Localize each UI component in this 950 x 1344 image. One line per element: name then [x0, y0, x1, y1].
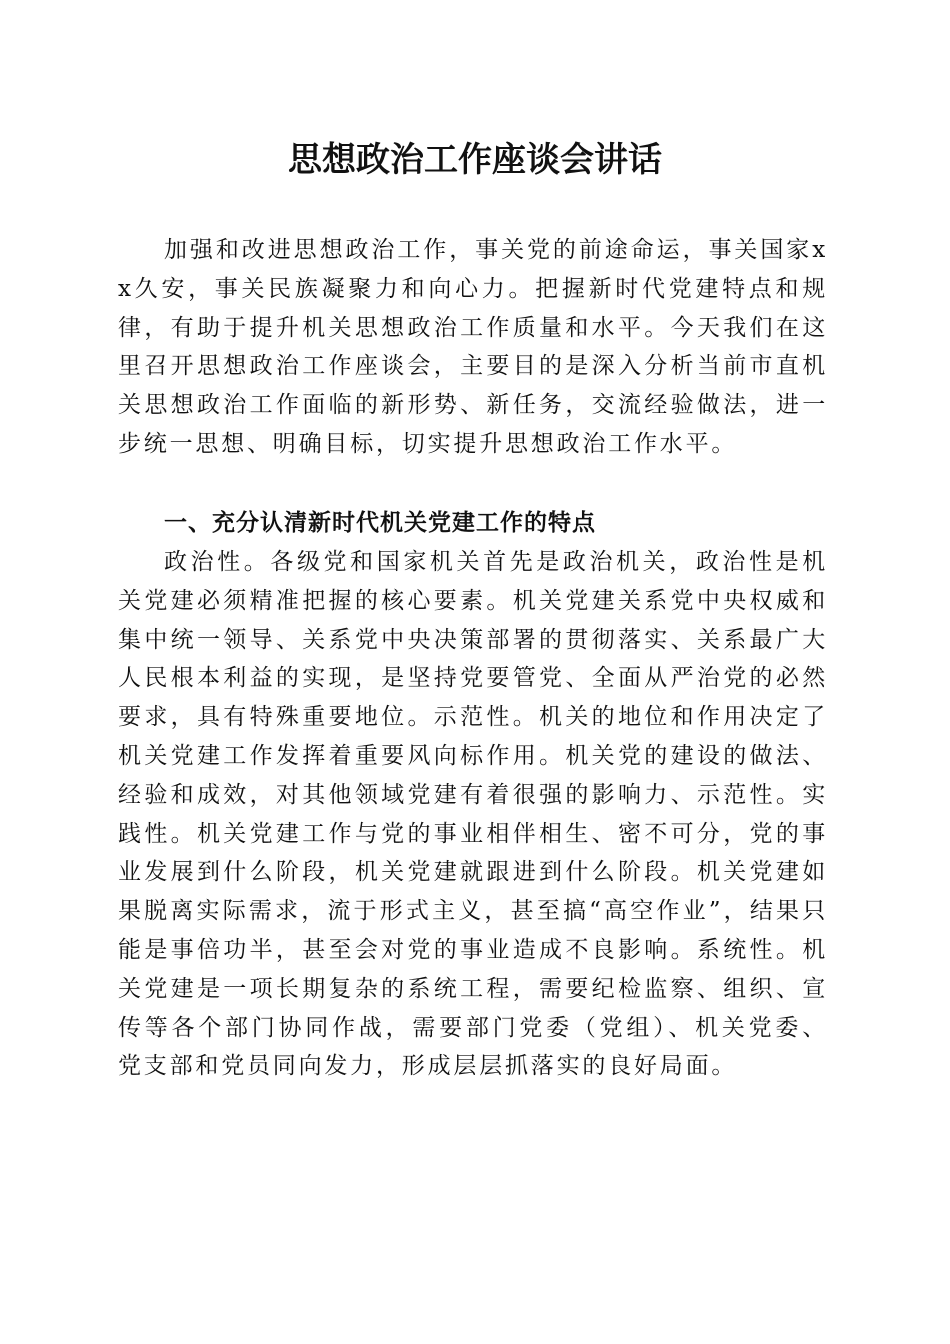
document-title: 思想政治工作座谈会讲话	[288, 140, 662, 180]
intro-paragraph: 加强和改进思想政治工作，事关党的前途命运，事关国家xx久安，事关民族凝聚力和向心力。把握新时代党建特点和规律，有助于提升机关思想政治工作质量和水平。今天我们在这里召开思想政治工作座谈会，主要目的是深入分析当前市直机关思想政治工作面临的新形势、新任务，交流经验做法，进一步统一思想、明确目标，切实提升思想政治工作水平。	[118, 237, 828, 457]
section-heading: 一、充分认清新时代机关党建工作的特点	[164, 510, 596, 536]
section-paragraph: 政治性。各级党和国家机关首先是政治机关，政治性是机关党建必须精准把握的核心要素。机关党建关系党中央权威和集中统一领导、关系党中央决策部署的贯彻落实、关系最广大人民根本利益的实现，是坚持党要管党、全面从严治党的必然要求，具有特殊重要地位。示范性。机关的地位和作用决定了机关党建工作发挥着重要风向标作用。机关党的建设的做法、经验和成效，对其他领域党建有着很强的影响力、示范性。实践性。机关党建工作与党的事业相伴相生、密不可分，党的事业发展到什么阶段，机关党建就跟进到什么阶段。机关党建如果脱离实际需求，流于形式主义，甚至搞“高空作业”，结果只能是事倍功半，甚至会对党的事业造成不良影响。系统性。机关党建是一项长期复杂的系统工程，需要纪检监察、组织、宣传等各个部门协同作战，需要部门党委（党组）、机关党委、党支部和党员同向发力，形成层层抓落实的良好局面。	[118, 549, 828, 1080]
